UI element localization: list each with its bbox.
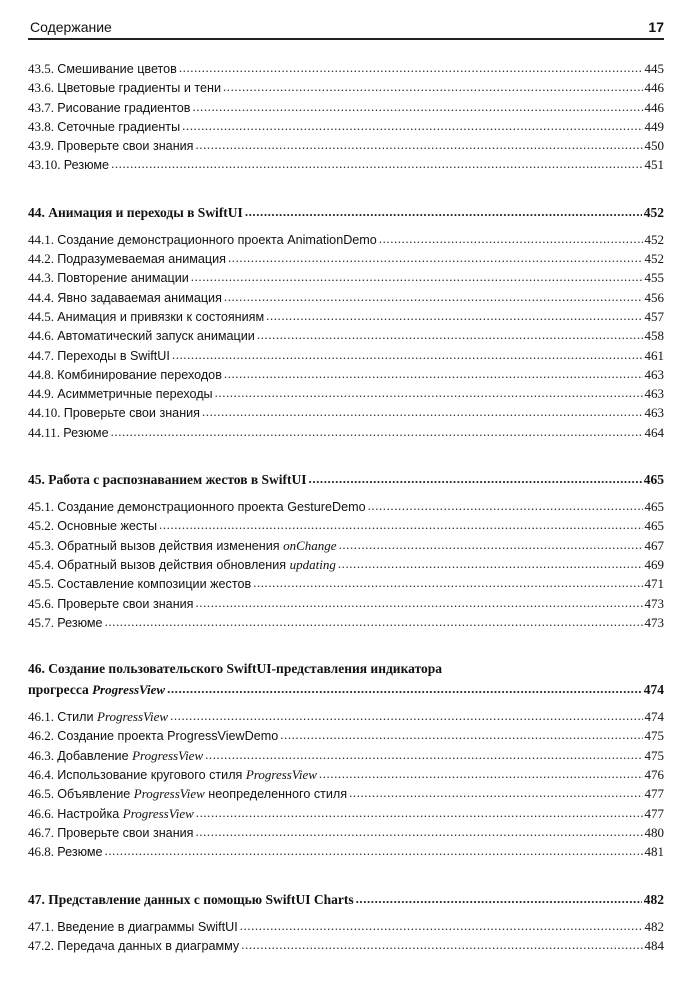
entry-label (28, 574, 251, 594)
entry-page-number: 473 (644, 595, 664, 611)
entry-number: 46.2. (28, 728, 58, 744)
toc-section (28, 889, 664, 956)
entry-title: Создание проекта ProgressViewDemo (57, 729, 279, 744)
entry-page-number: 476 (644, 767, 664, 783)
entry-title-italic: ProgressView (122, 805, 194, 821)
dot-leader (111, 154, 642, 173)
entry-number: 46.8. (28, 844, 58, 860)
dot-leader (223, 77, 643, 96)
entry-page-number: 456 (644, 289, 664, 305)
entry-title: Резюме (57, 845, 103, 860)
entry-label (28, 917, 238, 937)
toc-entry[interactable] (28, 536, 664, 555)
toc-entry[interactable] (28, 230, 664, 249)
entry-page-number: 484 (644, 937, 664, 953)
chapter-title: прогресса (28, 682, 93, 698)
toc-entry[interactable] (28, 326, 664, 345)
dot-leader (240, 916, 643, 935)
entry-page-number: 475 (644, 728, 664, 744)
toc-entry[interactable] (28, 288, 664, 307)
toc-entry[interactable] (28, 804, 664, 823)
toc-entry[interactable] (28, 842, 664, 861)
entry-page-number: 452 (644, 251, 664, 267)
entry-label (28, 536, 337, 556)
toc-entry[interactable] (28, 555, 664, 574)
toc-entry[interactable] (28, 136, 664, 155)
entry-number: 46.3. (28, 747, 58, 763)
entry-title: Обратный вызов действия обновления (57, 557, 290, 572)
chapter-title-italic: ProgressView (92, 682, 166, 698)
entry-title: Создание демонстрационного проекта AnimationDemo (57, 232, 377, 247)
entry-label (28, 804, 194, 824)
dot-leader (172, 345, 643, 364)
dot-leader (167, 678, 642, 700)
dot-leader (319, 764, 643, 783)
entry-number: 44.11. (28, 424, 64, 440)
entry-page-number: 480 (644, 824, 664, 840)
chapter-heading (28, 202, 664, 224)
dot-leader (170, 706, 642, 725)
entry-title: Проверьте свои знания (57, 139, 194, 154)
entry-page-number: 455 (644, 270, 664, 286)
entry-page-number: 457 (644, 308, 664, 324)
toc-entry[interactable] (28, 497, 664, 516)
entry-title: Обратный вызов действия изменения (57, 538, 284, 553)
entry-title: Создание демонстрационного проекта GestureDemo (57, 500, 366, 515)
entry-label (28, 117, 180, 137)
running-header (28, 16, 664, 40)
entry-label (28, 307, 264, 327)
entry-page-number: 463 (644, 386, 664, 402)
entry-number: 44.10. (28, 405, 64, 421)
entry-label (28, 469, 307, 491)
entry-title: Проверьте свои знания (57, 596, 194, 611)
toc-entry[interactable] (28, 726, 664, 745)
entry-title: Явно задаваемая анимация (57, 290, 222, 305)
entry-label (28, 365, 222, 385)
entry-number: 45.1. (28, 499, 58, 515)
entry-label (28, 516, 157, 536)
entry-title: Резюме (63, 158, 110, 173)
toc-entry[interactable] (28, 307, 664, 326)
dot-leader (379, 229, 643, 248)
toc-entry[interactable] (28, 707, 664, 726)
entry-label (28, 936, 239, 956)
toc-entry[interactable] (28, 117, 664, 136)
entry-label (28, 765, 317, 785)
entry-page-number: 469 (644, 556, 664, 572)
entry-label (28, 384, 213, 404)
entry-page-number: 473 (644, 614, 664, 630)
entry-title: Передача данных в диаграмму (57, 938, 240, 953)
dot-leader (196, 803, 643, 822)
entry-title: Автоматический запуск анимации (57, 329, 255, 344)
entry-number: 45.2. (28, 518, 58, 534)
chapter-entry[interactable] (28, 469, 664, 491)
entry-title-italic: onChange (283, 537, 337, 553)
entry-number: 44.6. (28, 328, 58, 344)
entry-title-italic: ProgressView (245, 767, 317, 783)
entry-label (28, 78, 221, 98)
toc-entry[interactable] (28, 917, 664, 936)
entry-label (28, 268, 189, 288)
entry-number: 45.6. (28, 595, 58, 611)
entry-number: 43.6. (28, 80, 58, 96)
entry-page-number: 445 (644, 61, 664, 76)
dot-leader (309, 468, 642, 490)
entry-number: 47.1. (28, 918, 58, 934)
toc-entry[interactable] (28, 346, 664, 365)
entry-number: 43.8. (28, 118, 58, 134)
entry-title-italic: ProgressView (132, 747, 204, 763)
entry-page-number: 463 (644, 366, 664, 382)
entry-number: 43.5. (28, 61, 58, 76)
entry-number: 45.3. (28, 537, 58, 553)
chapter-title: 44. Анимация и переходы в SwiftUI (28, 204, 243, 220)
entry-title: Стили (57, 710, 98, 725)
entry-page-number: 452 (644, 231, 664, 247)
toc-entry[interactable] (28, 516, 664, 535)
table-of-contents (28, 59, 664, 955)
chapter-entry[interactable] (28, 202, 664, 224)
entry-page-number: 471 (644, 576, 664, 592)
entry-title: Сеточные градиенты (57, 119, 181, 134)
toc-entry[interactable] (28, 384, 664, 403)
entry-title-italic: updating (289, 556, 336, 572)
dot-leader (196, 593, 643, 612)
toc-entry[interactable] (28, 746, 664, 765)
entry-title: Введение в диаграммы SwiftUI (57, 919, 238, 934)
entry-title: Составление композиции жестов (57, 577, 252, 592)
entry-number: 43.7. (28, 99, 58, 115)
toc-entry[interactable] (28, 574, 664, 593)
chapter-heading (28, 659, 664, 701)
entry-label (28, 679, 165, 701)
toc-section (28, 202, 664, 442)
entry-label (28, 423, 109, 443)
dot-leader (253, 573, 642, 592)
entry-number: 43.9. (28, 138, 58, 154)
entry-title: Переходы в SwiftUI (57, 348, 170, 363)
entry-label (28, 497, 366, 517)
entry-label (28, 823, 194, 843)
dot-leader (105, 841, 643, 860)
chapter-entry[interactable] (28, 679, 664, 701)
toc-entry[interactable] (28, 78, 664, 97)
entry-label (28, 59, 177, 79)
entry-page-number: 477 (644, 805, 664, 821)
entry-number: 46.5. (28, 786, 58, 802)
dot-leader (205, 745, 642, 764)
entry-title: Основные жесты (57, 519, 158, 534)
entry-number: 44.4. (28, 289, 58, 305)
toc-entry[interactable] (28, 613, 664, 632)
toc-section (28, 659, 664, 861)
toc-section (28, 59, 664, 175)
entry-number: 44.3. (28, 270, 58, 286)
entry-title: Использование кругового стиля (57, 768, 246, 783)
dot-leader (368, 496, 643, 515)
toc-entry[interactable] (28, 823, 664, 842)
entry-label (28, 707, 168, 727)
entry-title-italic: ProgressView (133, 786, 205, 802)
entry-page-number: 465 (644, 499, 664, 515)
dot-leader (105, 612, 643, 631)
entry-number: 44.9. (28, 386, 58, 402)
dot-leader (224, 287, 643, 306)
entry-label (28, 288, 222, 308)
entry-label (28, 249, 226, 269)
entry-number: 47.2. (28, 937, 58, 953)
entry-title: Объявление (57, 787, 134, 802)
entry-label (28, 594, 194, 614)
entry-label (28, 613, 103, 633)
entry-title: Комбинирование переходов (57, 367, 222, 382)
entry-label (28, 784, 347, 804)
entry-title: Цветовые градиенты и тени (57, 81, 221, 96)
entry-label (28, 326, 255, 346)
entry-page-number: 481 (644, 844, 664, 860)
dot-leader (202, 402, 643, 421)
entry-label (28, 889, 354, 911)
dot-leader (159, 515, 642, 534)
dot-leader (196, 135, 643, 154)
toc-entry[interactable] (28, 423, 664, 442)
entry-title-italic: ProgressView (97, 709, 169, 725)
entry-page-number: 461 (644, 347, 664, 363)
entry-title: Резюме (63, 425, 109, 440)
entry-number: 44.5. (28, 308, 58, 324)
entry-page-number: 449 (644, 118, 664, 134)
dot-leader (339, 535, 643, 554)
toc-entry[interactable] (28, 784, 664, 803)
dot-leader (215, 383, 643, 402)
entry-page-number: 482 (644, 918, 664, 934)
toc-entry[interactable] (28, 403, 664, 422)
entry-number: 45.7. (28, 614, 58, 630)
entry-number: 44.2. (28, 251, 58, 267)
chapter-title: 47. Представление данных с помощью SwiftUI Charts (28, 891, 354, 907)
entry-page-number: 465 (644, 518, 664, 534)
entry-number: 46.4. (28, 767, 58, 783)
page-number: 17 (648, 19, 664, 35)
entry-title: Проверьте свои знания (57, 825, 194, 840)
toc-entry[interactable] (28, 249, 664, 268)
entry-label (28, 555, 336, 575)
entry-page-number: 446 (644, 99, 664, 115)
entry-label (28, 98, 190, 118)
entry-title: Повторение анимации (57, 271, 189, 286)
entry-page-number: 474 (643, 682, 664, 698)
entry-page-number: 475 (644, 747, 664, 763)
entry-label (28, 842, 103, 862)
entry-number: 43.10. (28, 157, 64, 173)
entry-title-suffix: неопределенного стиля (204, 787, 348, 802)
toc-entry[interactable] (28, 155, 664, 174)
chapter-entry[interactable] (28, 889, 664, 911)
dot-leader (356, 888, 642, 910)
entry-number: 46.6. (28, 805, 58, 821)
dot-leader (257, 325, 643, 344)
entry-number: 46.1. (28, 709, 58, 725)
dot-leader (224, 364, 643, 383)
entry-page-number: 482 (643, 891, 664, 907)
dot-leader (192, 97, 642, 116)
entry-title: Резюме (57, 615, 103, 630)
chapter-heading (28, 469, 664, 491)
entry-label (28, 726, 278, 746)
toc-entry[interactable] (28, 594, 664, 613)
toc-entry[interactable] (28, 936, 664, 955)
entry-title: Асимметричные переходы (57, 387, 213, 402)
entry-label (28, 155, 109, 175)
entry-page-number: 465 (643, 472, 664, 488)
entry-number: 45.5. (28, 576, 58, 592)
entry-label (28, 230, 377, 250)
dot-leader (338, 554, 643, 573)
toc-entry[interactable] (28, 59, 664, 78)
entry-title: Анимация и привязки к состояниям (57, 309, 265, 324)
toc-entry[interactable] (28, 268, 664, 287)
entry-number: 44.1. (28, 231, 58, 247)
entry-label (28, 346, 170, 366)
entry-title: Проверьте свои знания (63, 406, 200, 421)
toc-entry[interactable] (28, 98, 664, 117)
dot-leader (111, 422, 643, 441)
entry-label (28, 202, 243, 224)
chapter-title: 45. Работа с распознаванием жестов в SwiftUI (28, 472, 307, 488)
entry-page-number: 467 (644, 537, 664, 553)
entry-label (28, 746, 203, 766)
entry-number: 46.7. (28, 824, 58, 840)
toc-entry[interactable] (28, 765, 664, 784)
dot-leader (191, 267, 643, 286)
toc-section (28, 469, 664, 632)
entry-title: Подразумеваемая анимация (57, 252, 226, 267)
dot-leader (245, 201, 642, 223)
dot-leader (182, 116, 642, 135)
chapter-heading (28, 889, 664, 911)
dot-leader (179, 58, 643, 77)
entry-number: 45.4. (28, 556, 58, 572)
entry-number: 44.7. (28, 347, 58, 363)
entry-page-number: 463 (644, 405, 664, 421)
entry-page-number: 446 (644, 80, 664, 96)
dot-leader (241, 935, 642, 954)
dot-leader (280, 725, 642, 744)
entry-title: Рисование градиентов (57, 100, 191, 115)
entry-page-number: 458 (644, 328, 664, 344)
entry-title: Смешивание цветов (57, 62, 177, 76)
dot-leader (228, 248, 643, 267)
entry-page-number: 450 (644, 138, 664, 154)
entry-title: Настройка (57, 806, 123, 821)
dot-leader (196, 822, 643, 841)
dot-leader (349, 783, 642, 802)
toc-entry[interactable] (28, 365, 664, 384)
entry-page-number: 452 (643, 204, 664, 220)
entry-label (28, 136, 194, 156)
entry-number: 44.8. (28, 366, 58, 382)
chapter-title-line: 46. Создание пользовательского SwiftUI-представления индикатора (28, 661, 443, 677)
entry-page-number: 477 (644, 786, 664, 802)
entry-page-number: 451 (644, 157, 664, 173)
entry-page-number: 464 (644, 424, 664, 440)
dot-leader (266, 306, 642, 325)
running-header-title: Содержание (30, 19, 112, 35)
entry-title: Добавление (57, 748, 133, 763)
entry-label (28, 403, 200, 423)
entry-page-number: 474 (644, 709, 664, 725)
